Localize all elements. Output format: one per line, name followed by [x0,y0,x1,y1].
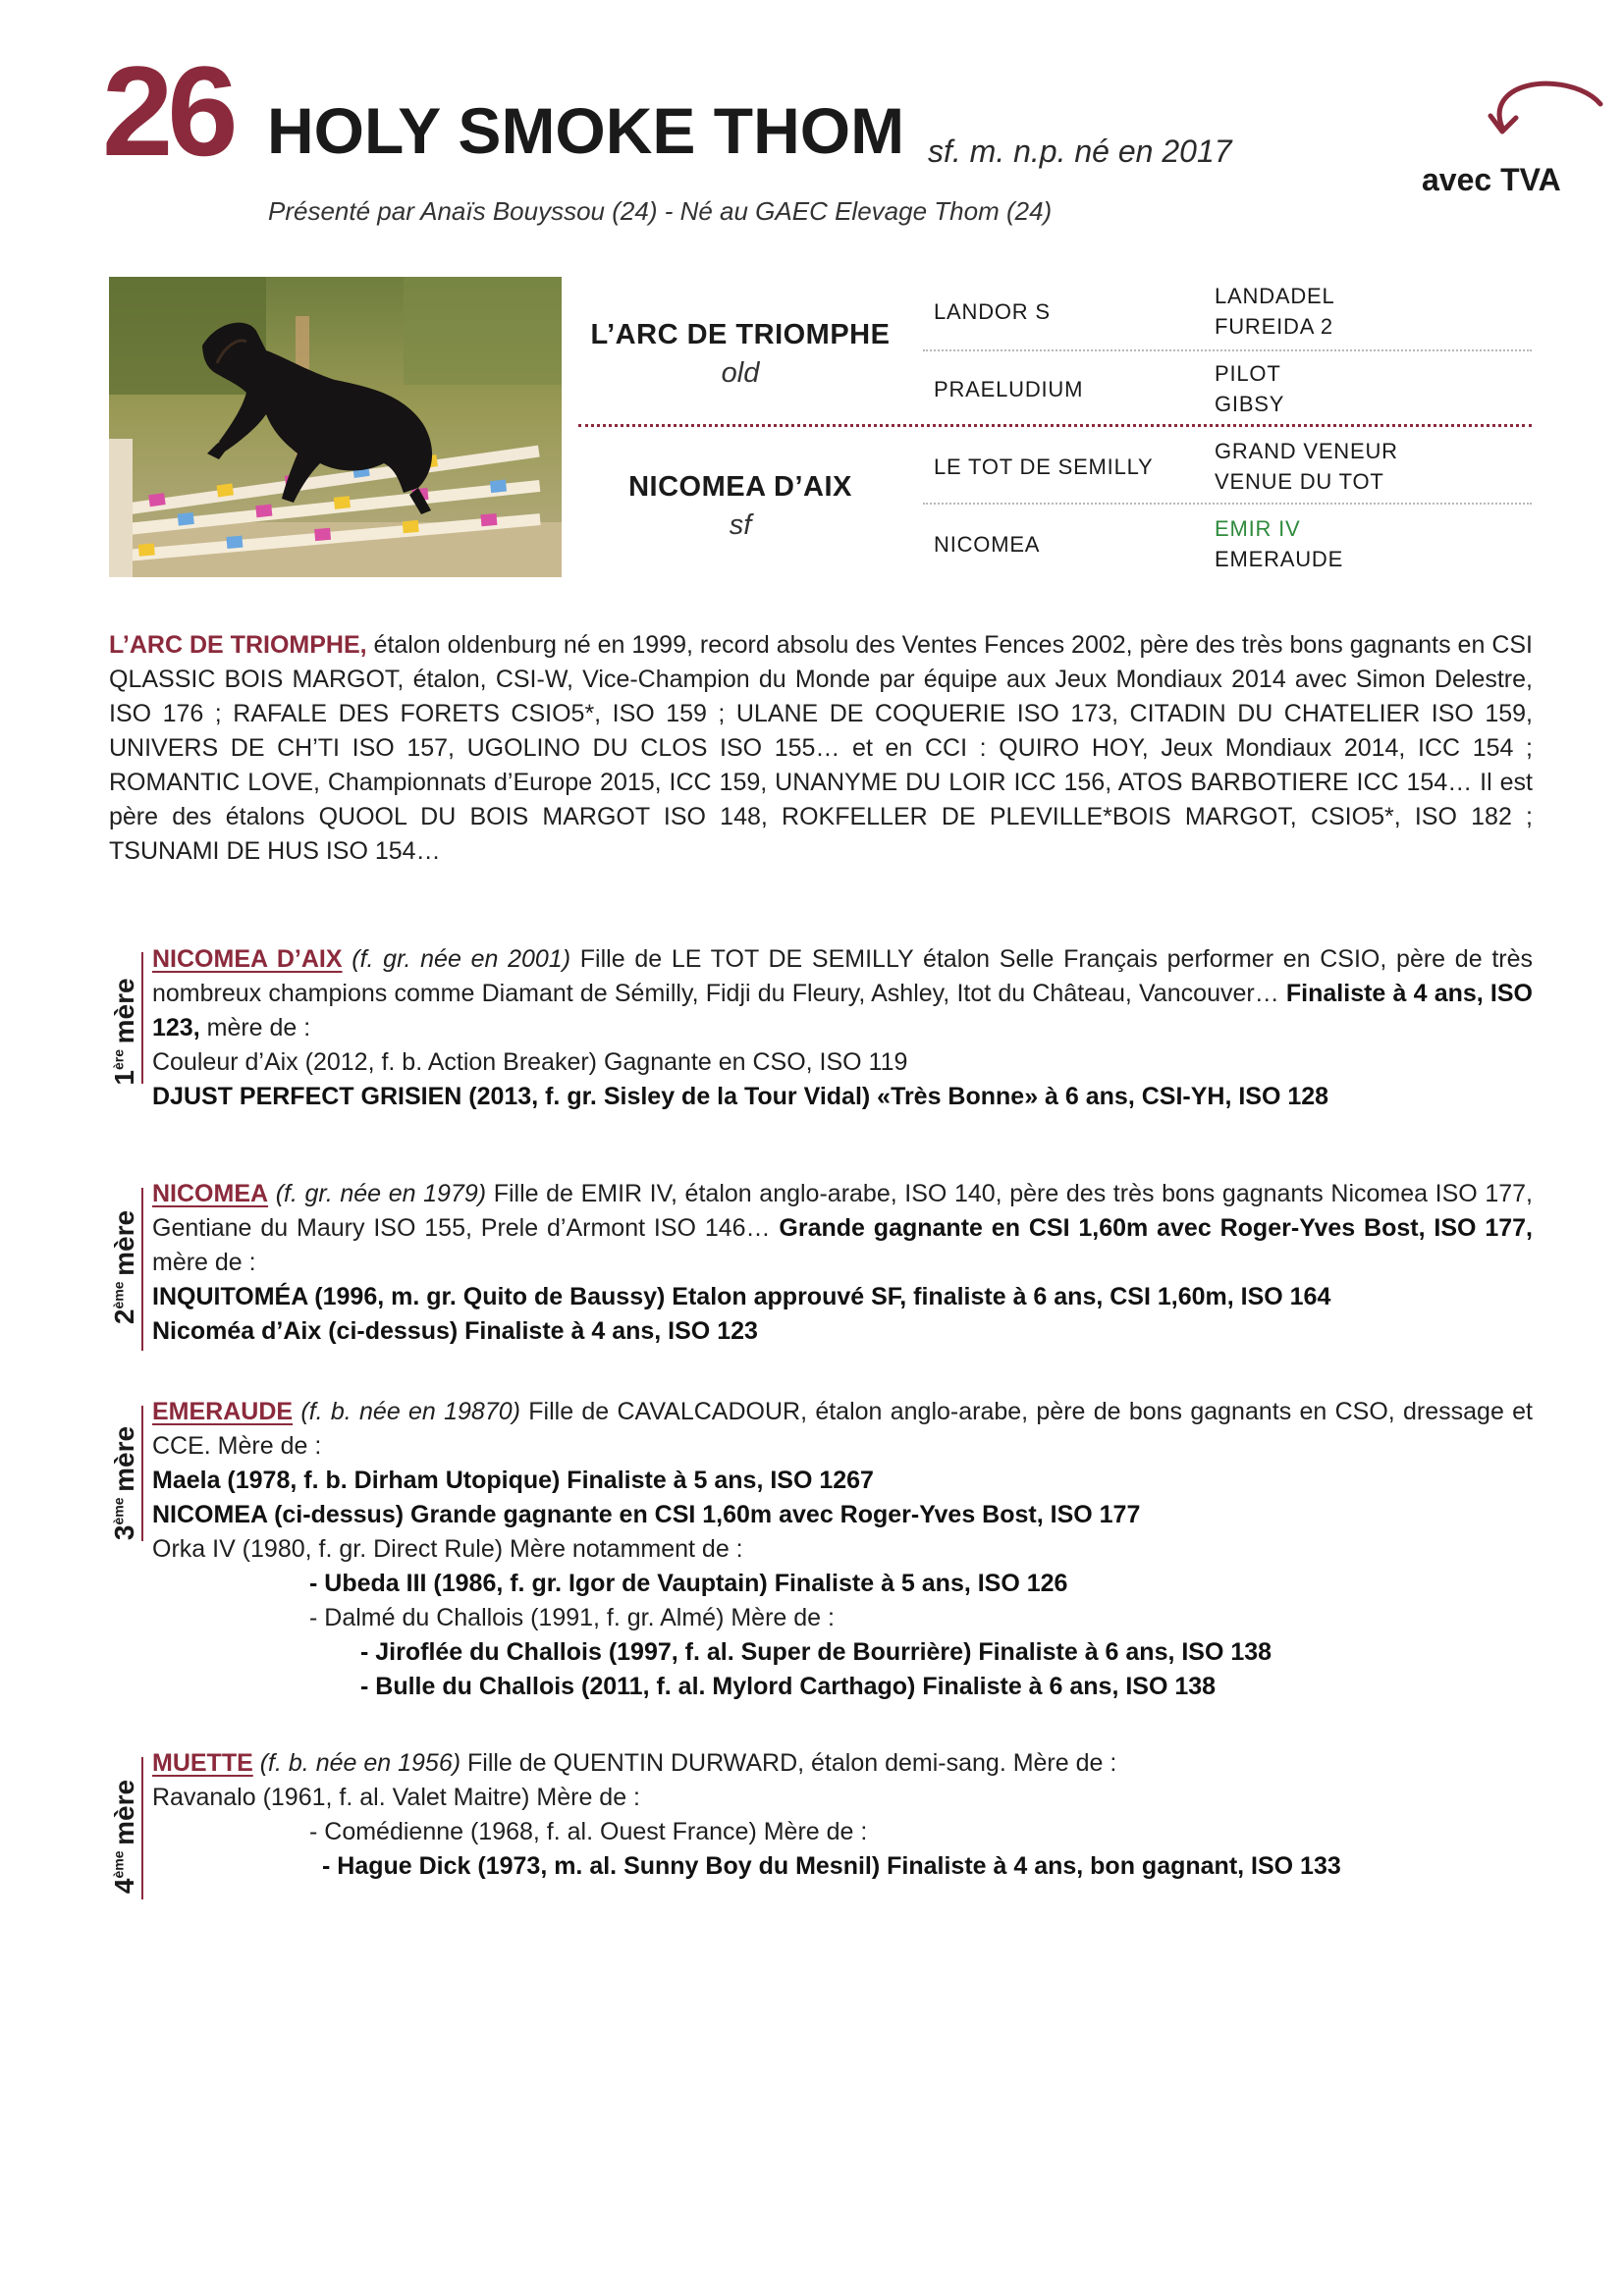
horse-info: sf. m. n.p. né en 2017 [928,133,1232,169]
dam-section-4 [152,1746,1533,1884]
dam-name-4: MUETTE [152,1749,253,1777]
pedigree-divider [923,503,1532,505]
dam-name-3: EMERAUDE [152,1398,294,1425]
dam-birth-2: (f. gr. née en 1979) [275,1180,487,1207]
dam-rule-2 [141,1188,143,1351]
dam-birth-4: (f. b. née en 1956) [259,1749,461,1777]
offspring-subsub-line: - Bulle du Challois (2011, f. al. Mylord Carthago) Finaliste à 6 ans, ISO 138 [360,1673,1217,1700]
dam-intro-3: EMERAUDE (f. b. née en 19870) Fille de CAVALCADOUR, étalon anglo-arabe, père de bons gagnants en CSO, dressage et CCE. Mère de : [152,1398,1533,1460]
sire-text: étalon oldenburg né en 1999, record absolu des Ventes Fences 2002, père des très bons gagnants en CSI QLASSIC BOIS MARGOT, étalon, CSI-W, Vice-Champion du Monde par équipe aux Jeux Mondiaux 2014 avec Simon Delestre, ISO 176 ; RAFALE DES FORETS CSIO5*, ISO 159 ; ULANE DE COQUERIE ISO 173, CITADIN DU CHATELIER ISO 159, UNIVERS DE CH’TI ISO 157, UGOLINO DU CLOS ISO 155… et en CCI : QUIRO HOY, Jeux Mondiaux 2014, ICC 154 ; ROMANTIC LOVE, Championnats d’Europe 2015, ICC 159, UNANYME DU LOIR ICC 156, ATOS BARBOTIERE ICC 154… Il est père des étalons QUOOL DU BOIS MARGOT ISO 148, ROKFELLER DE PLEVILLE*BOIS MARGOT, CSIO5*, ISO 182 ; TSUNAMI DE HUS ISO 154… [109,631,1533,865]
sire-lead: L’ARC DE TRIOMPHE, [109,631,367,659]
dam-rank-label-2: 2ème mère [109,1209,139,1325]
offspring-sub-line: - Comédienne (1968, f. al. Ouest France) Mère de : [309,1818,868,1845]
great-grandparents-2 [1215,358,1284,419]
dam-rule-1 [141,952,143,1084]
great-grandparent-1: LANDADEL [1215,284,1335,308]
dam-rule-4 [141,1757,143,1899]
pedigree-divider [923,349,1532,351]
horse-jumping-photo [109,277,562,577]
dam-breed: sf [729,509,752,541]
offspring-line: Orka IV (1980, f. gr. Direct Rule) Mère notamment de : [152,1535,743,1563]
pedigree-dam [578,471,902,542]
offspring-line: Nicoméa d’Aix (ci-dessus) Finaliste à 4 ans, ISO 123 [152,1317,758,1345]
tva-label: avec TVA [1422,162,1561,197]
great-grandparent-7: EMIR IV [1215,516,1301,541]
horse-name: HOLY SMOKE THOM [267,94,905,167]
dam-intro-4: MUETTE (f. b. née en 1956) Fille de QUENTIN DURWARD, étalon demi-sang. Mère de : [152,1749,1117,1777]
great-grandparent-8: EMERAUDE [1215,547,1344,571]
grandparent-2: PRAELUDIUM [934,377,1084,401]
presenter-line: Présenté par Anaïs Bouyssou (24) - Né au GAEC Elevage Thom (24) [268,196,1053,226]
great-grandparent-6: VENUE DU TOT [1215,469,1384,494]
offspring-line: DJUST PERFECT GRISIEN (2013, f. gr. Sisley de la Tour Vidal) «Très Bonne» à 6 ans, CSI-YH, ISO 128 [152,1083,1329,1110]
sire-description [109,628,1533,869]
great-grandparents-1 [1215,281,1335,342]
dam-intro-1: NICOMEA D’AIX (f. gr. née en 2001) Fille de LE TOT DE SEMILLY étalon Selle Français performer en CSIO, père de très nombreux champions comme Diamant de Sémilly, Fidji du Fleury, Ashley, Itot du Château, Vancouver… Finaliste à 4 ans, ISO 123, mère de : [152,945,1533,1041]
offspring-sub-line: - Ubeda III (1986, f. gr. Igor de Vauptain) Finaliste à 5 ans, ISO 126 [309,1570,1068,1597]
curved-arrow-icon [1473,77,1620,165]
sire-name: L’ARC DE TRIOMPHE [590,319,891,350]
grandparent-1: LANDOR S [934,299,1051,324]
sire-breed: old [721,357,760,389]
dam-name-2: NICOMEA [152,1180,269,1207]
pedigree-sire [578,319,902,390]
grandparent-3: LE TOT DE SEMILLY [934,454,1154,479]
offspring-line: Ravanalo (1961, f. al. Valet Maitre) Mère de : [152,1784,640,1811]
offspring-subsub-line: - Jiroflée du Challois (1997, f. al. Super de Bourrière) Finaliste à 6 ans, ISO 138 [360,1638,1272,1666]
dam-rule-3 [141,1406,143,1541]
dam-section-1 [152,942,1533,1114]
great-grandparents-4 [1215,513,1343,574]
grandparent-4: NICOMEA [934,532,1041,557]
dam-intro-2: NICOMEA (f. gr. née en 1979) Fille de EMIR IV, étalon anglo-arabe, ISO 140, père des très bons gagnants Nicomea ISO 177, Gentiane du Maury ISO 155, Prele d’Armont ISO 146… Grande gagnante en CSI 1,60m avec Roger-Yves Bost, ISO 177, mère de : [152,1180,1533,1276]
offspring-sub-line: - Dalmé du Challois (1991, f. gr. Almé) Mère de : [309,1604,835,1631]
offspring-line: NICOMEA (ci-dessus) Grande gagnante en CSI 1,60m avec Roger-Yves Bost, ISO 177 [152,1501,1141,1528]
great-grandparent-5: GRAND VENEUR [1215,439,1398,463]
dam-section-3 [152,1395,1533,1704]
pedigree-divider-main [578,424,1532,427]
dam-name-1: NICOMEA D’AIX [152,945,343,973]
great-grandparent-3: PILOT [1215,361,1281,386]
great-grandparent-4: GIBSY [1215,392,1285,416]
dam-rank-label-1: 1ère mère [109,978,139,1086]
lot-number: 26 [102,39,233,183]
offspring-subsub-line: - Hague Dick (1973, m. al. Sunny Boy du Mesnil) Finaliste à 4 ans, bon gagnant, ISO 133 [322,1852,1341,1880]
offspring-line: INQUITOMÉA (1996, m. gr. Quito de Baussy) Etalon approuvé SF, finaliste à 6 ans, CSI 1,60m, ISO 164 [152,1283,1331,1310]
dam-rank-label-3: 3ème mère [109,1425,139,1541]
dam-birth-1: (f. gr. née en 2001) [352,945,571,973]
great-grandparent-2: FUREIDA 2 [1215,314,1333,339]
great-grandparents-3 [1215,436,1398,497]
offspring-line: Couleur d’Aix (2012, f. b. Action Breaker) Gagnante en CSO, ISO 119 [152,1048,908,1076]
dam-birth-3: (f. b. née en 19870) [300,1398,520,1425]
dam-name: NICOMEA D’AIX [628,471,852,503]
dam-section-2 [152,1177,1533,1349]
offspring-line: Maela (1978, f. b. Dirham Utopique) Finaliste à 5 ans, ISO 1267 [152,1467,874,1494]
dam-rank-label-4: 4ème mère [109,1779,139,1895]
